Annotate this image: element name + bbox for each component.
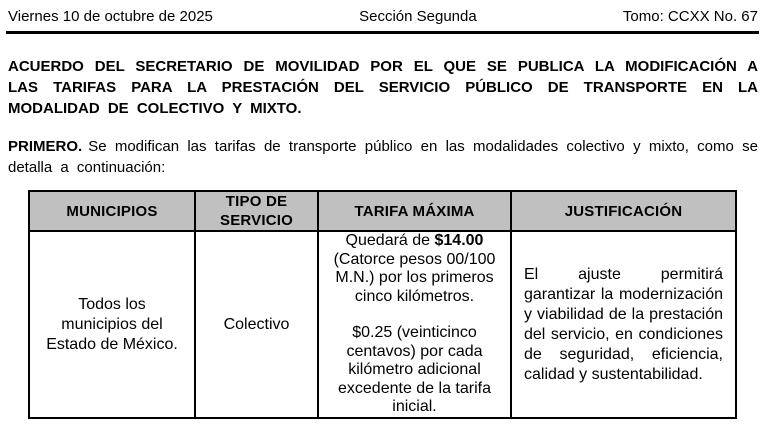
document-title: ACUERDO DEL SECRETARIO DE MOVILIDAD POR EL QUE SE PUBLICA LA MODIFICACIÓN A LAS TARIFAS PARA LA PRESTACIÓN DEL SERVICIO PÚBLICO DE TRANSPORTE EN LA MODALIDAD DE COLECTIVO Y MIXTO. — [8, 58, 758, 117]
tarifa-paragraph-initial — [331, 232, 498, 306]
tarifa-paragraph-additional: $0.25 (veinticinco centavos) por cada kilómetro adicional excedente de la tarifa inicial. — [338, 324, 491, 416]
tarifa-amount: $14.00 — [434, 232, 484, 250]
cell-tarifa-maxima — [318, 231, 511, 418]
col-header-tipo-servicio: TIPO DE SERVICIO — [195, 191, 318, 231]
header-tome: Tomo: CCXX No. 67 — [622, 8, 758, 25]
header-section: Sección Segunda — [359, 8, 477, 25]
header-date: Viernes 10 de octubre de 2025 — [8, 8, 213, 25]
col-header-justificacion: JUSTIFICACIÓN — [511, 191, 736, 231]
header-rule — [6, 31, 759, 34]
municipios-text: Todos los municipios del Estado de México. — [46, 295, 178, 353]
tarifas-table — [28, 190, 737, 419]
tarifa-detail: (Catorce pesos 00/100 M.N.) por los primeros cinco kilómetros. — [333, 250, 496, 305]
justificacion-text: El ajuste permitirá garantizar la modernización y viabilidad de la prestación del servicio, en condiciones de seguridad, eficiencia, calidad y sustentabilidad. — [524, 265, 723, 383]
col-header-tarifa-maxima: TARIFA MÁXIMA — [318, 191, 511, 231]
cell-municipios — [29, 231, 195, 418]
cell-justificacion — [511, 231, 736, 418]
primero-text: Se modifican las tarifas de transporte público en las modalidades colectivo y mixto, como se detalla a continuación: — [8, 138, 758, 176]
tarifa-prefix: Quedará de — [345, 232, 435, 250]
page-header — [0, 0, 765, 27]
table-row — [29, 231, 736, 418]
cell-tipo-servicio: Colectivo — [195, 231, 318, 418]
col-header-municipios: MUNICIPIOS — [29, 191, 195, 231]
primero-paragraph — [8, 136, 758, 178]
primero-lead: PRIMERO. — [8, 138, 83, 155]
table-header-row — [29, 191, 736, 231]
